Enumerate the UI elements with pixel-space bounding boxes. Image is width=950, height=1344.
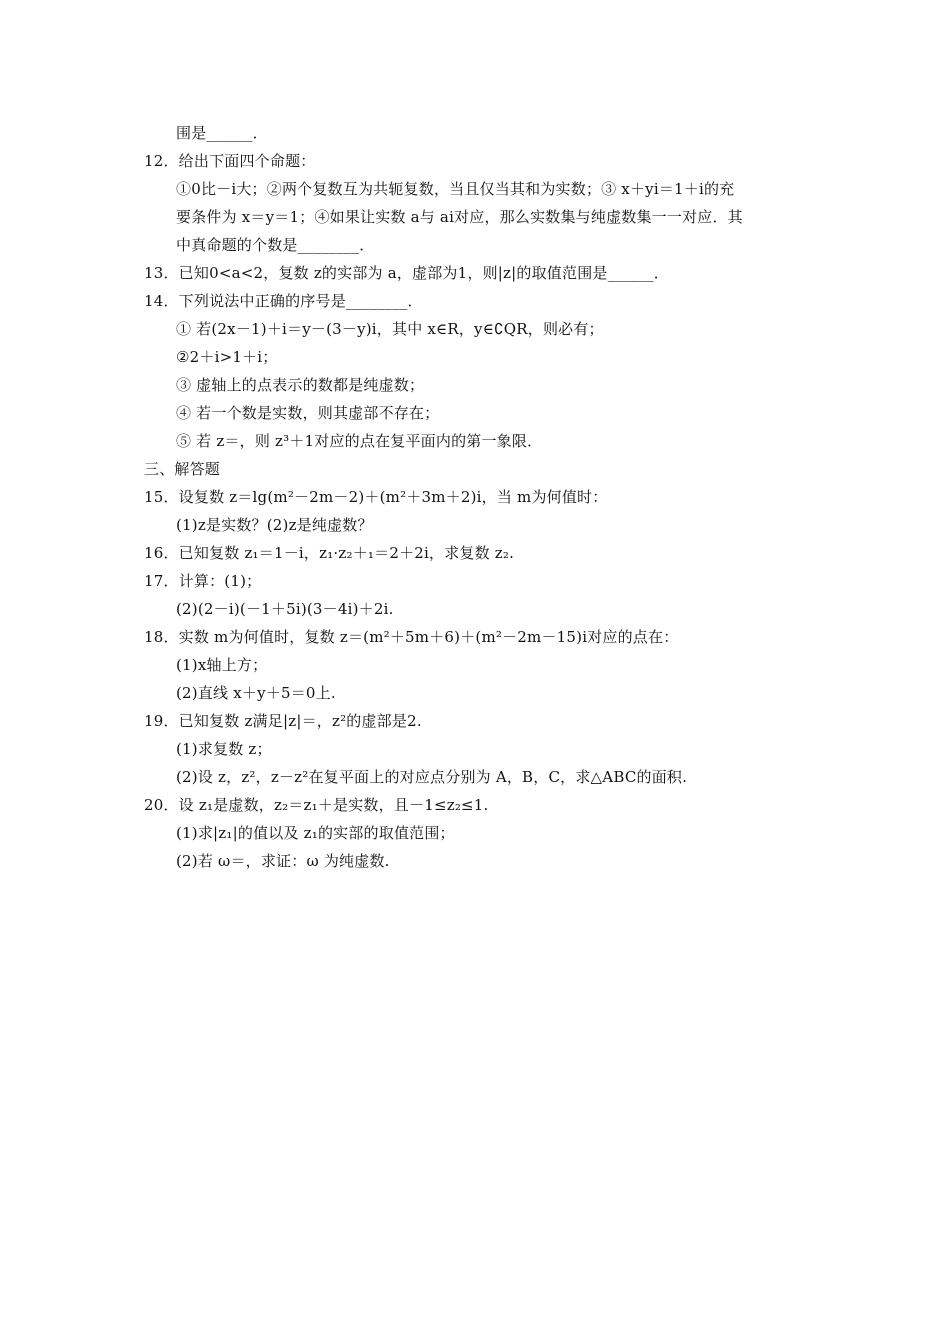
q17-part-2: (2)(2－i)(－1＋5i)(3－4i)＋2i. xyxy=(176,600,394,618)
q19-part-2: (2)设 z，z²，z－z²在复平面上的对应点分别为 A，B，C，求△ABC的面积. xyxy=(176,768,688,786)
q14-item-5: ⑤ 若 z＝，则 z³＋1对应的点在复平面内的第一象限． xyxy=(176,432,543,450)
q14-item-3: ③ 虚轴上的点表示的数都是纯虚数； xyxy=(176,376,425,394)
q14-item-2: ②2＋i>1＋i； xyxy=(176,348,278,366)
q14-stem: 14．下列说法中正确的序号是________． xyxy=(144,292,423,310)
q12-line-3: 中真命题的个数是________． xyxy=(176,236,375,254)
q13-stem: 13．已知0<a<2，复数 z的实部为 a，虚部为1，则|z|的取值范围是______． xyxy=(144,264,669,282)
q15-parts: (1)z是实数？(2)z是纯虚数？ xyxy=(176,516,373,534)
q14-item-4: ④ 若一个数是实数，则其虚部不存在； xyxy=(176,404,440,422)
q19-stem: 19．已知复数 z满足|z|＝，z²的虚部是2. xyxy=(144,712,422,730)
q20-stem: 20．设 z₁是虚数，z₂＝z₁＋是实数，且－1≤z₂≤1. xyxy=(144,796,489,814)
q14-item-1: ① 若(2x－1)＋i＝y－(3－y)i，其中 x∈R，y∈∁QR，则必有； xyxy=(176,320,604,338)
q12-line-1: ①0比－i大；②两个复数互为共轭复数，当且仅当其和为实数；③ x＋yi＝1＋i的充 xyxy=(176,180,735,198)
q19-part-1: (1)求复数 z； xyxy=(176,740,272,758)
section-heading: 三、解答题 xyxy=(144,460,221,478)
q20-part-2: (2)若 ω＝，求证：ω 为纯虚数. xyxy=(176,852,390,870)
q12-stem: 12．给出下面四个命题： xyxy=(144,152,316,170)
q20-part-1: (1)求|z₁|的值以及 z₁的实部的取值范围； xyxy=(176,824,455,842)
q16-stem: 16．已知复数 z₁＝1－i，z₁·z₂＋₁＝2＋2i，求复数 z₂. xyxy=(144,544,515,562)
q18-stem: 18．实数 m为何值时，复数 z＝(m²＋5m＋6)＋(m²－2m－15)i对应的点在： xyxy=(144,628,679,646)
q17-stem: 17．计算：(1)； xyxy=(144,572,262,590)
q18-part-2: (2)直线 x＋y＋5＝0上. xyxy=(176,684,336,702)
q18-part-1: (1)x轴上方； xyxy=(176,656,268,674)
q12-line-2: 要条件为 x＝y＝1；④如果让实数 a与 ai对应，那么实数集与纯虚数集一一对应．其 xyxy=(176,208,743,226)
q15-stem: 15．设复数 z＝lg(m²－2m－2)＋(m²＋3m＋2)i，当 m为何值时： xyxy=(144,488,608,506)
q11-continuation: 围是______． xyxy=(176,124,268,142)
